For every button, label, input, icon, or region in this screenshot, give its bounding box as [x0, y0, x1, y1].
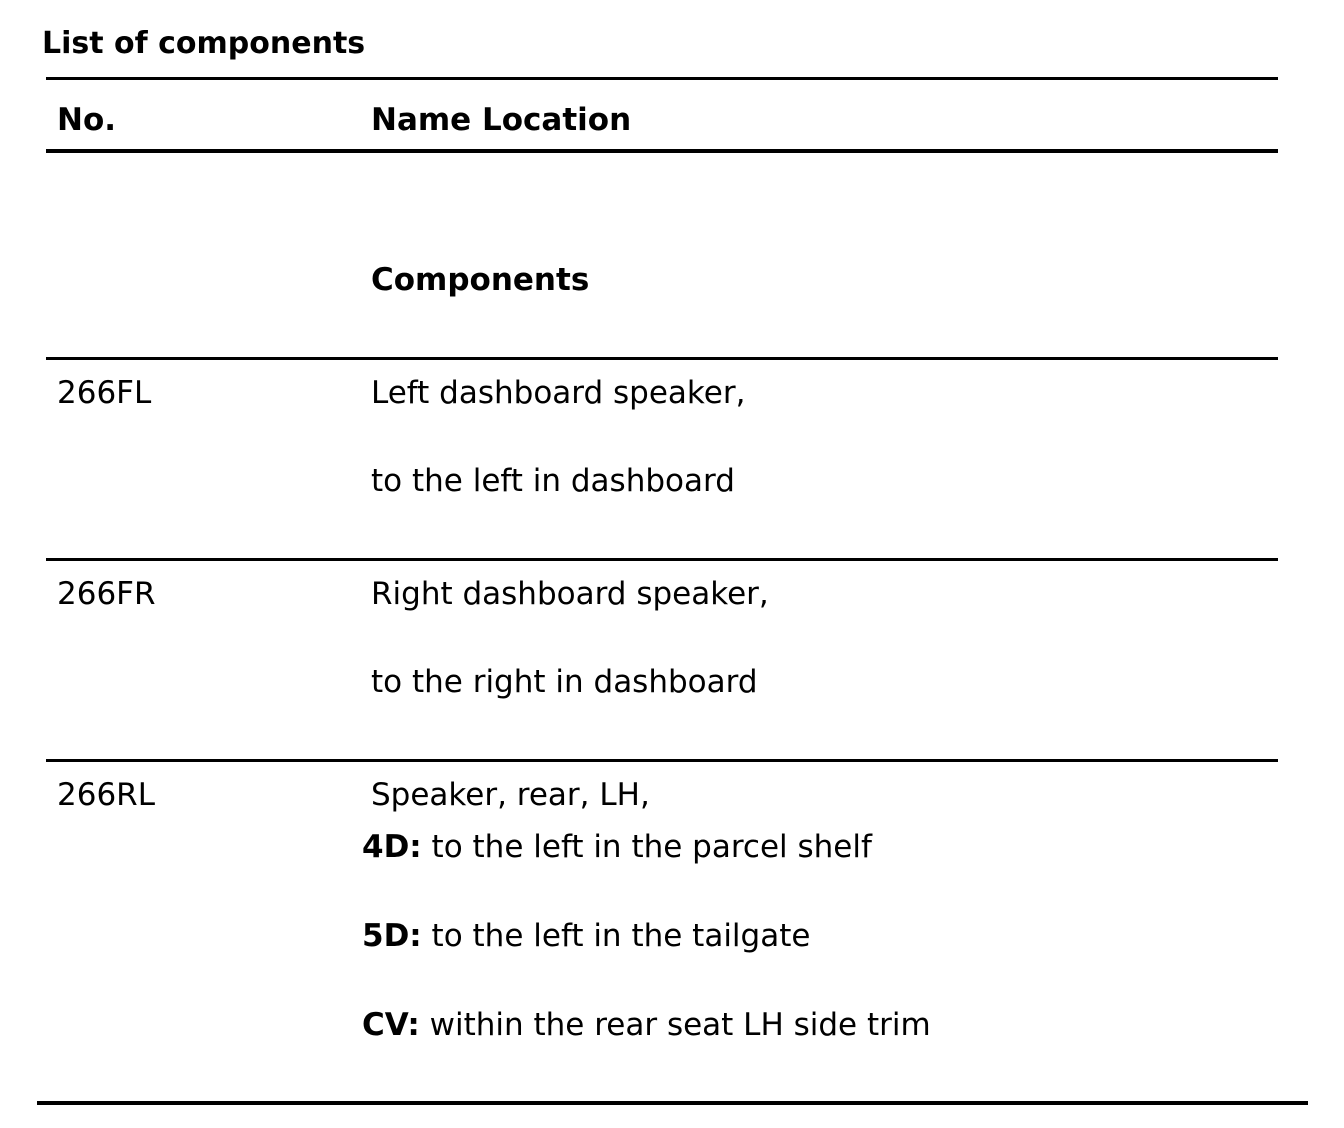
- row-divider: [46, 357, 1278, 360]
- component-number: 266FL: [57, 375, 152, 411]
- variant-text: within the rear seat LH side trim: [419, 1007, 931, 1043]
- location-variant: [362, 1007, 931, 1043]
- component-name: Right dashboard speaker,: [371, 576, 769, 612]
- table-bottom-rule: [37, 1101, 1308, 1105]
- row-divider: [46, 759, 1278, 762]
- row-divider: [46, 558, 1278, 561]
- variant-code: CV:: [362, 1007, 420, 1043]
- variant-text: to the left in the tailgate: [421, 918, 811, 954]
- header-top-rule: [46, 77, 1278, 80]
- variant-text: to the left in the parcel shelf: [421, 829, 872, 865]
- header-bottom-rule: [46, 149, 1278, 153]
- header-no: No.: [57, 102, 117, 138]
- component-number: 266RL: [57, 777, 155, 813]
- location-variant: [362, 829, 872, 865]
- component-number: 266FR: [57, 576, 156, 612]
- section-label: Components: [371, 262, 590, 298]
- document-title: List of components: [42, 26, 366, 61]
- component-location: to the left in dashboard: [371, 463, 735, 499]
- component-name: Left dashboard speaker,: [371, 375, 746, 411]
- component-name: Speaker, rear, LH,: [371, 777, 650, 813]
- location-variant: [362, 918, 810, 954]
- header-name-location: Name Location: [371, 102, 632, 138]
- variant-code: 5D:: [362, 918, 422, 954]
- variant-code: 4D:: [362, 829, 422, 865]
- component-location: to the right in dashboard: [371, 664, 758, 700]
